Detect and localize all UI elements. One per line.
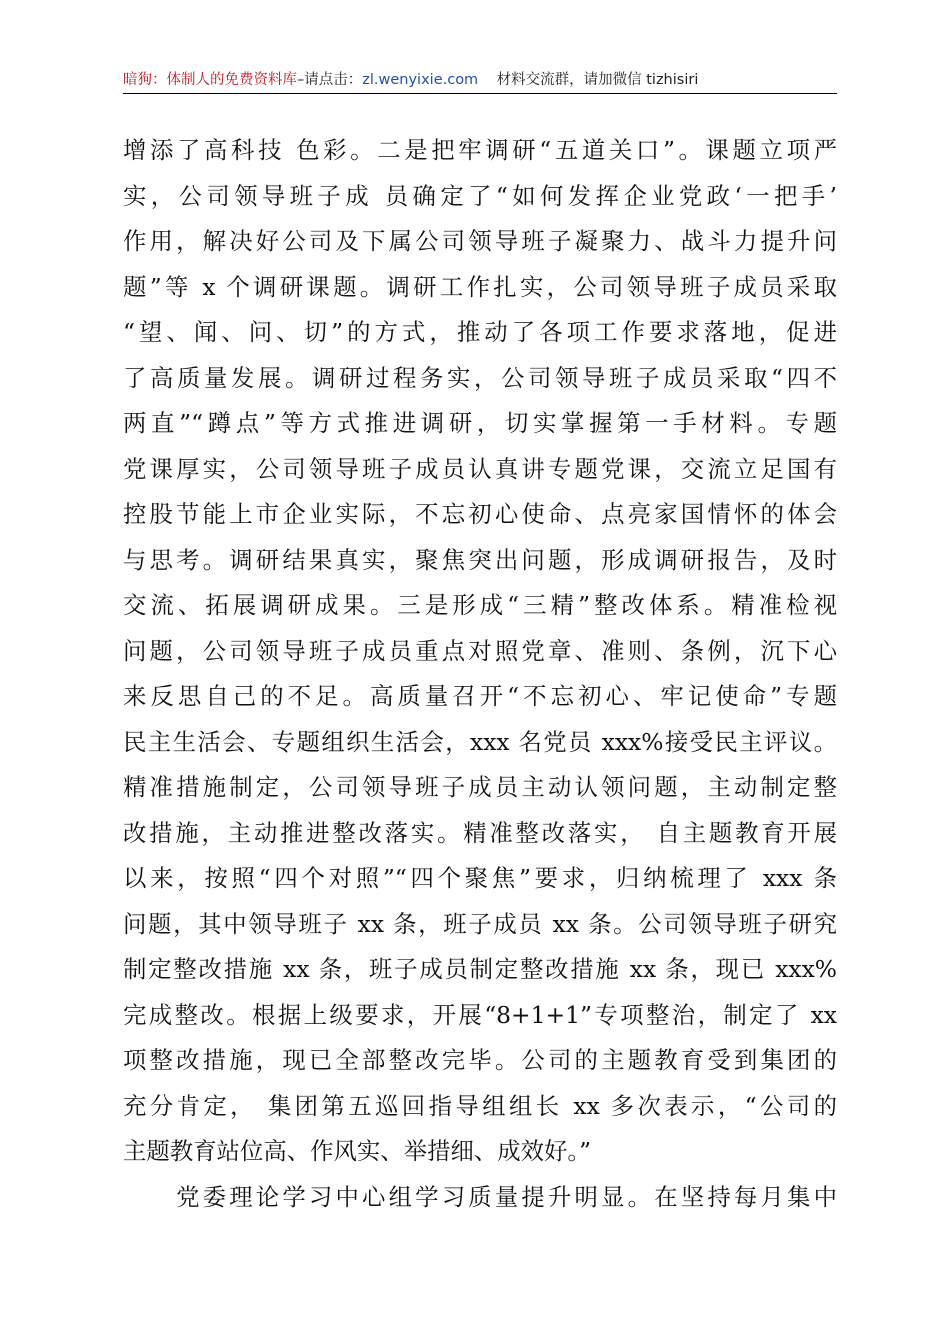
body-line: 改措施，主动推进整改落实。精准整改落实， 自主题教育开展 (123, 818, 837, 847)
body-line: 实，公司领导班子成 员确定了“如何发挥企业党政‘一把手’ (123, 181, 837, 210)
site-url-link[interactable]: zl.wenyixie.com (362, 72, 479, 88)
body-line: 交流、拓展调研成果。三是形成“三精”整改体系。精准检视 (123, 591, 837, 619)
body-line: 增添了高科技 色彩。二是把牢调研“五道关口”。课题立项严 (123, 136, 837, 164)
body-line: 控股节能上市企业实际，不忘初心使命、点亮家国情怀的体会 (123, 500, 837, 528)
body-line: 与思考。调研结果真实，聚焦突出问题，形成调研报告，及时 (123, 545, 837, 574)
body-line: 精准措施制定，公司领导班子成员主动认领问题，主动制定整 (123, 773, 837, 801)
body-line: 完成整改。根据上级要求，开展“8+1+1”专项整治，制定了 xx (123, 1000, 837, 1029)
document-body (123, 128, 837, 1220)
body-line: 问题，公司领导班子成员重点对照党章、准则、条例，沉下心 (123, 636, 837, 665)
body-line-paragraph-end: 主题教育站位高、作风实、举措细、成效好。” (123, 1137, 592, 1165)
body-line: 了高质量发展。调研过程务实，公司领导班子成员采取“四不 (123, 363, 837, 392)
body-line: 来反思自己的不足。高质量召开“不忘初心、牢记使命”专题 (123, 682, 837, 710)
body-line: 制定整改措施 xx 条，班子成员制定整改措施 xx 条，现已 xxx% (123, 955, 837, 983)
header-divider (123, 93, 837, 94)
site-name: 暗狗：体制人的免费资料库 (123, 72, 297, 88)
body-line: 作用，解决好公司及下属公司领导班子凝聚力、战斗力提升问 (123, 227, 837, 255)
body-line: 问题，其中领导班子 xx 条，班子成员 xx 条。公司领导班子研究 (123, 909, 837, 938)
body-line: 两直”“蹲点”等方式推进调研，切实掌握第一手材料。专题 (123, 409, 837, 437)
click-prompt: –请点击： (297, 72, 363, 88)
body-line: 以来，按照“四个对照”“四个聚焦”要求，归纳梳理了 xxx 条 (123, 864, 837, 892)
document-header (123, 68, 837, 92)
body-line: 充分肯定， 集团第五巡回指导组组长 xx 多次表示，“公司的 (123, 1091, 837, 1120)
contact-info: 材料交流群，请加微信 tizhisiri (496, 72, 699, 88)
body-line: 项整改措施，现已全部整改完毕。公司的主题教育受到集团的 (123, 1046, 837, 1074)
body-line-paragraph-start: 党委理论学习中心组学习质量提升明显。在坚持每月集中 (123, 1182, 837, 1211)
body-line: 题”等 x 个调研课题。调研工作扎实，公司领导班子成员采取 (123, 272, 837, 301)
body-line: 党课厚实，公司领导班子成员认真讲专题党课，交流立足国有 (123, 454, 837, 483)
body-line: 民主生活会、专题组织生活会，xxx 名党员 xxx%接受民主评议。 (123, 727, 837, 756)
body-line: “望、闻、问、切”的方式，推动了各项工作要求落地，促进 (123, 318, 837, 346)
